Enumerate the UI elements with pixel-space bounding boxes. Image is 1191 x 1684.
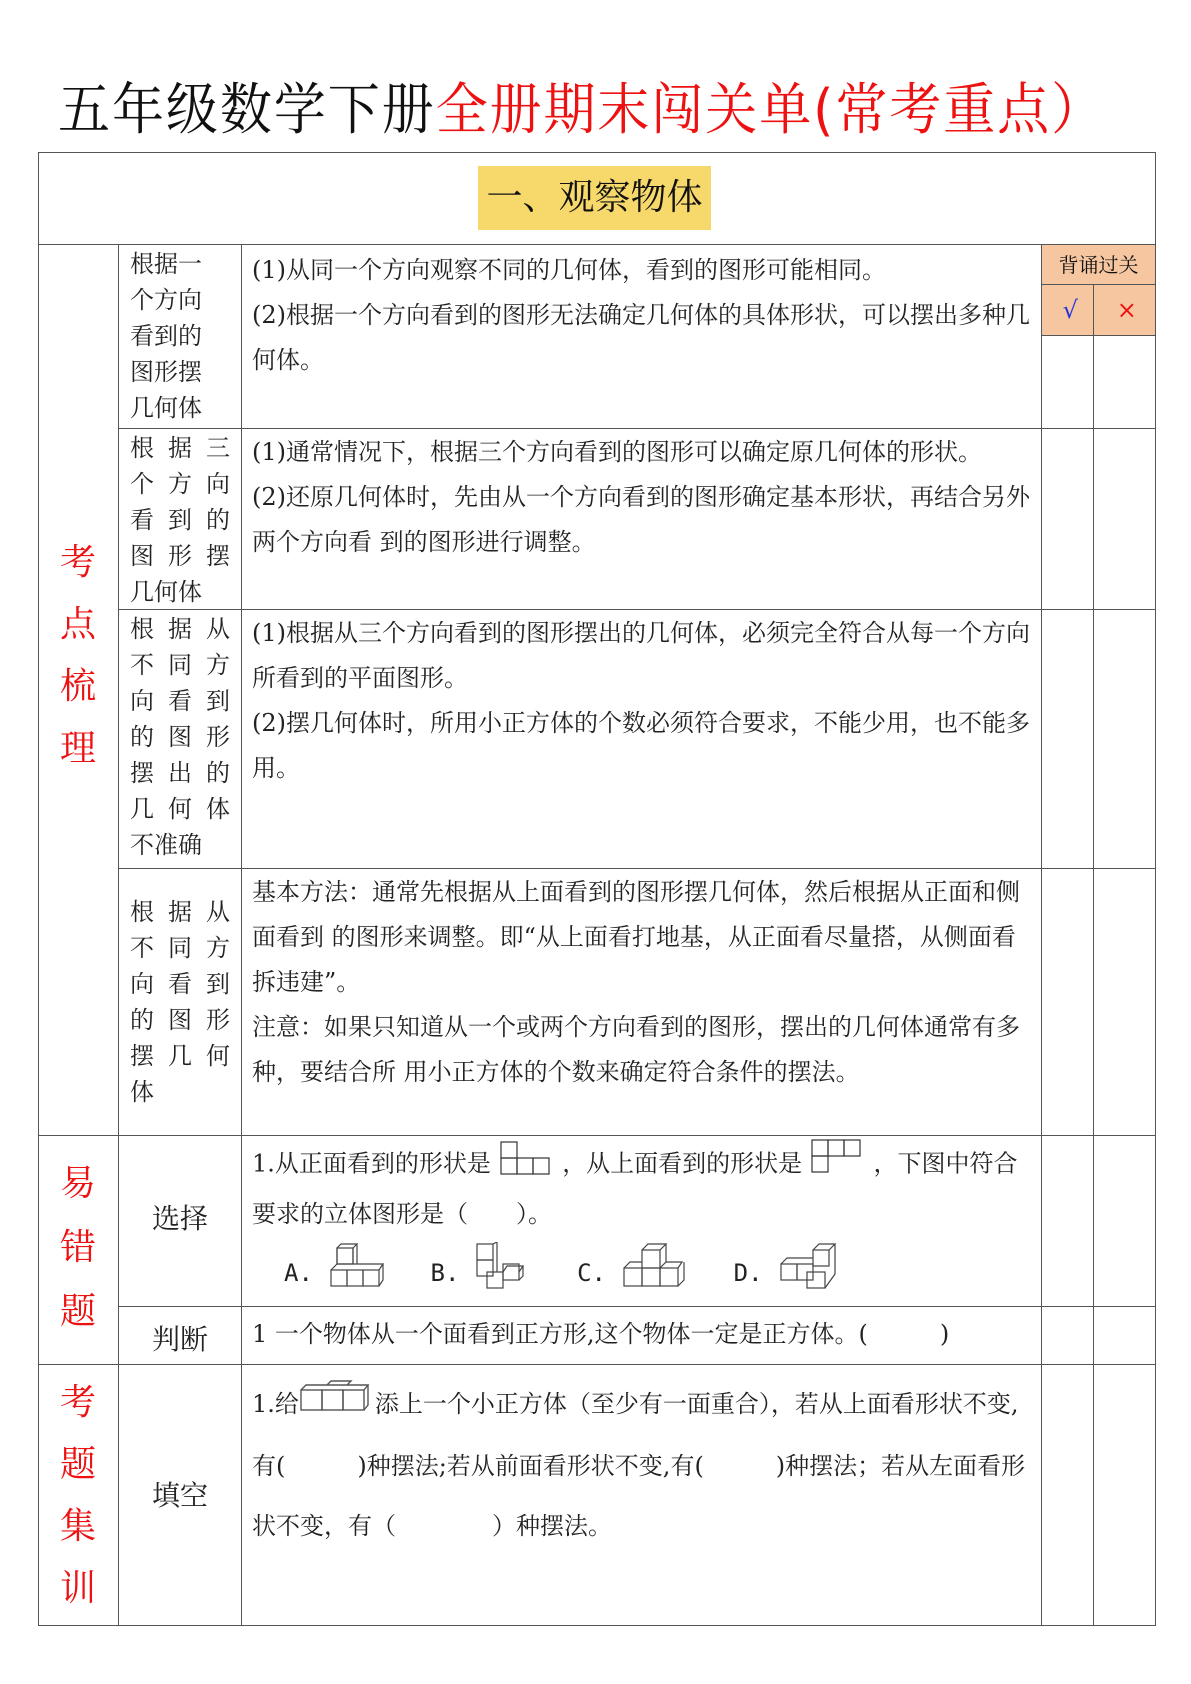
divider [1041,244,1042,1626]
group-char: 错 [59,1227,96,1268]
group-char: 训 [59,1568,96,1609]
topic-line: 不同方 [130,934,230,962]
divider [241,244,242,1626]
divider [118,1306,1156,1307]
topic-label [130,246,226,426]
cube-figure-b-icon [473,1242,533,1306]
topic-line: 图形摆 [130,542,230,570]
recite-check-title: 背诵过关 [1058,253,1139,277]
question-text: ，下图中符合要求的立体图形是（ ）。 [252,1149,1018,1228]
topic-line: 体 [130,1078,154,1106]
topic-line: 几何体 [130,795,230,823]
topic-label [130,894,230,1110]
topic-line: 根据一 [130,250,202,278]
option-b[interactable] [431,1242,534,1306]
topic-line: 看到的 [130,506,230,534]
question-text: 1.给 [252,1390,299,1418]
topic-line: 根据从 [130,898,230,926]
topic-line: 向看到 [130,687,230,715]
divider [38,1135,1156,1136]
point-content [252,248,1032,383]
group-label-key-points [48,532,108,780]
topic-line: 几何体 [130,578,202,606]
divider [1041,284,1156,285]
recite-fail-cell[interactable] [1094,336,1155,427]
topic-line: 的图形 [130,723,230,751]
topic-label [130,611,230,863]
section-title: 一、观察物体 [478,166,711,230]
check-mark-icon: √ [1062,296,1078,324]
document-title [58,76,1105,146]
group-char: 集 [59,1506,96,1547]
divider [118,428,1156,429]
topic-line: 向看到 [130,970,230,998]
title-red-part: 全册期末闯关单(常考重点） [435,78,1106,143]
topic-line: 几何体 [130,394,202,422]
topic-line: 不同方 [130,651,230,679]
group-char: 考 [59,1382,96,1423]
topic-line: 看到的 [130,322,202,350]
group-char: 题 [59,1291,96,1332]
divider [118,244,119,1626]
cube-figure-d-icon [777,1242,843,1306]
point-content [252,611,1032,791]
option-label: A. [284,1259,313,1287]
content-line: (2)根据一个方向看到的图形无法确定几何体的具体形状，可以摆出多种几何体。 [252,301,1030,374]
point-content [252,870,1032,1095]
option-label: C. [577,1259,606,1287]
content-line: (2)还原几何体时，先由从一个方向看到的图形确定基本形状，再结合另外两个方向看 到的图形进行调整。 [252,483,1030,556]
fill-label: 填空 [151,1479,208,1512]
cube-row-figure-icon [299,1376,375,1436]
group-label-practice [48,1372,108,1620]
option-c[interactable] [577,1242,690,1306]
content-line: 注意：如果只知道从一个或两个方向看到的图形，摆出的几何体通常有多种，要结合所 用小正方体的个数来确定符合条件的摆法。 [252,1013,1020,1086]
worksheet-table [38,152,1156,1626]
group-char: 题 [59,1444,96,1485]
divider [118,868,1156,869]
cube-figure-c-icon [620,1242,690,1306]
group-char: 易 [59,1163,96,1204]
top-view-figure-icon [810,1138,866,1192]
group-char: 梳 [59,666,96,707]
topic-line: 个方向 [130,286,202,314]
choice-question [252,1138,1032,1306]
front-view-figure-icon [499,1140,555,1190]
option-a[interactable] [284,1242,387,1306]
option-label: D. [733,1259,763,1287]
topic-line: 根据三 [130,434,230,462]
content-line: (1)通常情况下，根据三个方向看到的图形可以确定原几何体的形状。 [252,438,982,466]
cube-figure-a-icon [327,1242,387,1306]
group-char: 点 [59,604,96,645]
content-line: (1)根据从三个方向看到的图形摆出的几何体，必须完全符合从每一个方向所看到的平面图形。 [252,619,1030,692]
topic-line: 个方向 [130,470,230,498]
recite-check-header [1042,245,1155,335]
cross-mark-icon: × [1116,296,1137,324]
content-line: (1)从同一个方向观察不同的几何体，看到的图形可能相同。 [252,256,886,284]
title-black-part: 五年级数学下册 [58,78,436,143]
divider [38,244,1156,245]
divider [1093,284,1094,335]
divider [118,609,1156,610]
topic-line: 摆几何 [130,1042,230,1070]
topic-line: 图形摆 [130,358,202,386]
divider [38,1364,1156,1365]
content-line: (2)摆几何体时，所用小正方体的个数必须符合要求，不能少用，也不能多用。 [252,709,1030,782]
divider [1093,284,1094,1626]
choice-options [252,1242,1032,1306]
recite-pass-cell[interactable] [1042,336,1092,427]
group-char: 考 [59,542,96,583]
topic-line: 的图形 [130,1006,230,1034]
topic-line: 不准确 [130,831,202,859]
group-label-error-prone [48,1152,108,1344]
group-char: 理 [59,728,96,769]
question-text: ，从上面看到的形状是 [562,1149,803,1178]
topic-line: 摆出的 [130,759,230,787]
fill-question [252,1374,1032,1556]
option-label: B. [430,1259,460,1287]
judge-question: 1 一个物体从一个面看到正方形,这个物体一定是正方体。( ) [252,1320,950,1348]
option-d[interactable] [734,1242,843,1306]
content-line: 基本方法：通常先根据从上面看到的图形摆几何体，然后根据从正面和侧面看到 的图形来调整。即“从上面看打地基，从正面看尽量搭，从侧面看拆违建”。 [252,878,1020,996]
topic-label [130,430,230,610]
topic-line: 根据从 [130,615,230,643]
point-content [252,430,1032,565]
question-text: 1.从正面看到的形状是 [252,1149,491,1178]
judge-label: 判断 [151,1323,208,1356]
choice-label: 选择 [151,1202,208,1235]
question-text: 添上一个小正方体（至少有一面重合），若从上面看形状不变,有( )种摆法;若从前面看形状不变,有( )种摆法；若从左面看形状不变，有（ ）种摆法。 [252,1390,1026,1540]
